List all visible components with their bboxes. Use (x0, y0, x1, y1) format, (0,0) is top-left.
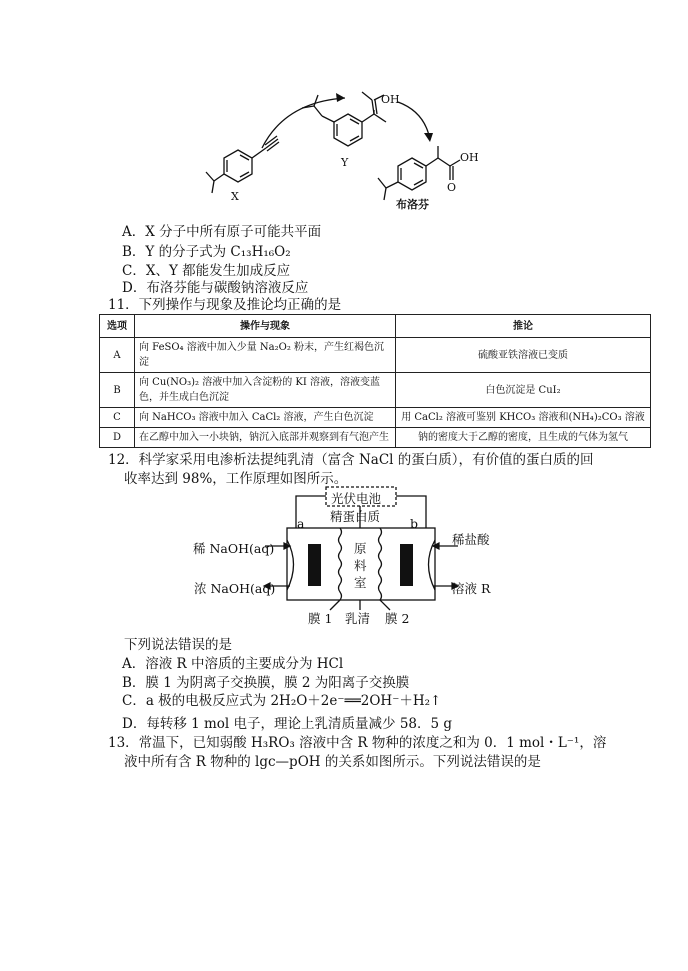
row-operation: 在乙醇中加入一小块钠，钠沉入底部并观察到有气泡产生 (135, 428, 396, 448)
reaction-arrow-1 (262, 98, 345, 148)
header-option: 选项 (100, 315, 135, 338)
q12-option-b: B．膜 1 为阴离子交换膜，膜 2 为阳离子交换膜 (122, 675, 410, 691)
electrode-a-label: a (297, 516, 305, 531)
protein-label: 精蛋白质 (330, 509, 381, 524)
table-row (100, 408, 651, 428)
left-out-label: 浓 NaOH(aq) (194, 581, 276, 596)
x-label: X (231, 190, 239, 203)
arrow-2-head (424, 133, 433, 142)
row-label: C (100, 408, 135, 428)
oh-label-right: OH (460, 151, 479, 164)
q12-stem-line1: 12．科学家采用电渗析法提纯乳清（富含 NaCl 的蛋白质），有价值的蛋白质的回 (108, 452, 594, 468)
chamber-label-1: 原 (354, 541, 367, 556)
x-benzene-ring (224, 150, 252, 182)
y-benzene-ring (334, 114, 362, 146)
electrode-b-label: b (410, 516, 419, 531)
row-operation: 向 FeSO₄ 溶液中加入少量 Na₂O₂ 粉末，产生红褐色沉淀 (135, 338, 396, 373)
membrane-1 (339, 528, 342, 600)
q12-option-d: D．每转移 1 mol 电子，理论上乳清质量减少 58．5 g (122, 716, 453, 732)
oh-label-top: OH (381, 93, 400, 106)
row-operation: 向 NaHCO₃ 溶液中加入 CaCl₂ 溶液，产生白色沉淀 (135, 408, 396, 428)
q12-option-c: C．a 极的电极反应式为 2H₂O＋2e⁻══2OH⁻＋H₂↑ (122, 693, 442, 709)
chamber-label-3: 室 (354, 575, 367, 590)
table-row (100, 373, 651, 408)
q10-option-c: C．X、Y 都能发生加成反应 (122, 263, 291, 279)
q11-table (99, 314, 651, 448)
membrane-2-label: 膜 2 (385, 611, 410, 626)
whey-label: 乳清 (345, 611, 371, 626)
row-operation: 向 Cu(NO₃)₂ 溶液中加入含淀粉的 KI 溶液，溶液变蓝色，并生成白色沉淀 (135, 373, 396, 408)
table-header-row (100, 315, 651, 338)
ibuprofen-label: 布洛芬 (396, 198, 429, 211)
q10-option-a: A．X 分子中所有原子可能共平面 (122, 224, 322, 240)
q12-option-a: A．溶液 R 中溶质的主要成分为 HCl (122, 656, 344, 672)
q12-stem-line2: 收率达到 98%，工作原理如图所示。 (124, 471, 348, 487)
o-label: O (447, 181, 457, 194)
row-label: A (100, 338, 135, 373)
electrode-a (308, 544, 321, 586)
table-row (100, 338, 651, 373)
q11-stem: 11．下列操作与现象及推论均正确的是 (108, 297, 342, 313)
chamber-label-2: 料 (354, 558, 367, 573)
q13-line2: 液中所有含 R 物种的 lgc—pOH 的关系如图所示。下列说法错误的是 (124, 754, 541, 770)
header-operation: 操作与现象 (135, 315, 396, 338)
solar-cell-label: 光伏电池 (331, 491, 382, 506)
q10-option-b: B．Y 的分子式为 C₁₃H₁₆O₂ (122, 244, 291, 260)
q12-prompt: 下列说法错误的是 (124, 637, 232, 653)
right-in-label: 稀盐酸 (452, 532, 490, 547)
row-inference: 钠的密度大于乙醇的密度，且生成的气体为氢气 (396, 428, 651, 448)
q10-option-d: D．布洛芬能与碳酸钠溶液反应 (122, 280, 309, 296)
left-in-label: 稀 NaOH(aq) (193, 541, 275, 556)
right-out-label: 溶液 R (452, 581, 491, 596)
table-row (100, 428, 651, 448)
y-label: Y (341, 156, 349, 169)
row-inference: 用 CaCl₂ 溶液可鉴别 KHCO₃ 溶液和(NH₄)₂CO₃ 溶液 (396, 408, 651, 428)
ibuprofen-benzene-ring (398, 158, 426, 190)
ibuprofen-synthesis-scheme (0, 0, 688, 225)
membrane-1-label: 膜 1 (308, 611, 333, 626)
row-label: B (100, 373, 135, 408)
membrane-2 (379, 528, 382, 600)
row-label: D (100, 428, 135, 448)
arrow-1-head (336, 93, 345, 102)
row-inference: 硫酸亚铁溶液已变质 (396, 338, 651, 373)
header-inference: 推论 (396, 315, 651, 338)
row-inference: 白色沉淀是 CuI₂ (396, 373, 651, 408)
right-inlet-arc (429, 540, 436, 590)
electrode-b (400, 544, 413, 586)
q13-line1: 13．常温下，已知弱酸 H₃RO₃ 溶液中含 R 物种的浓度之和为 0．1 mol・L⁻¹，溶 (108, 735, 607, 751)
